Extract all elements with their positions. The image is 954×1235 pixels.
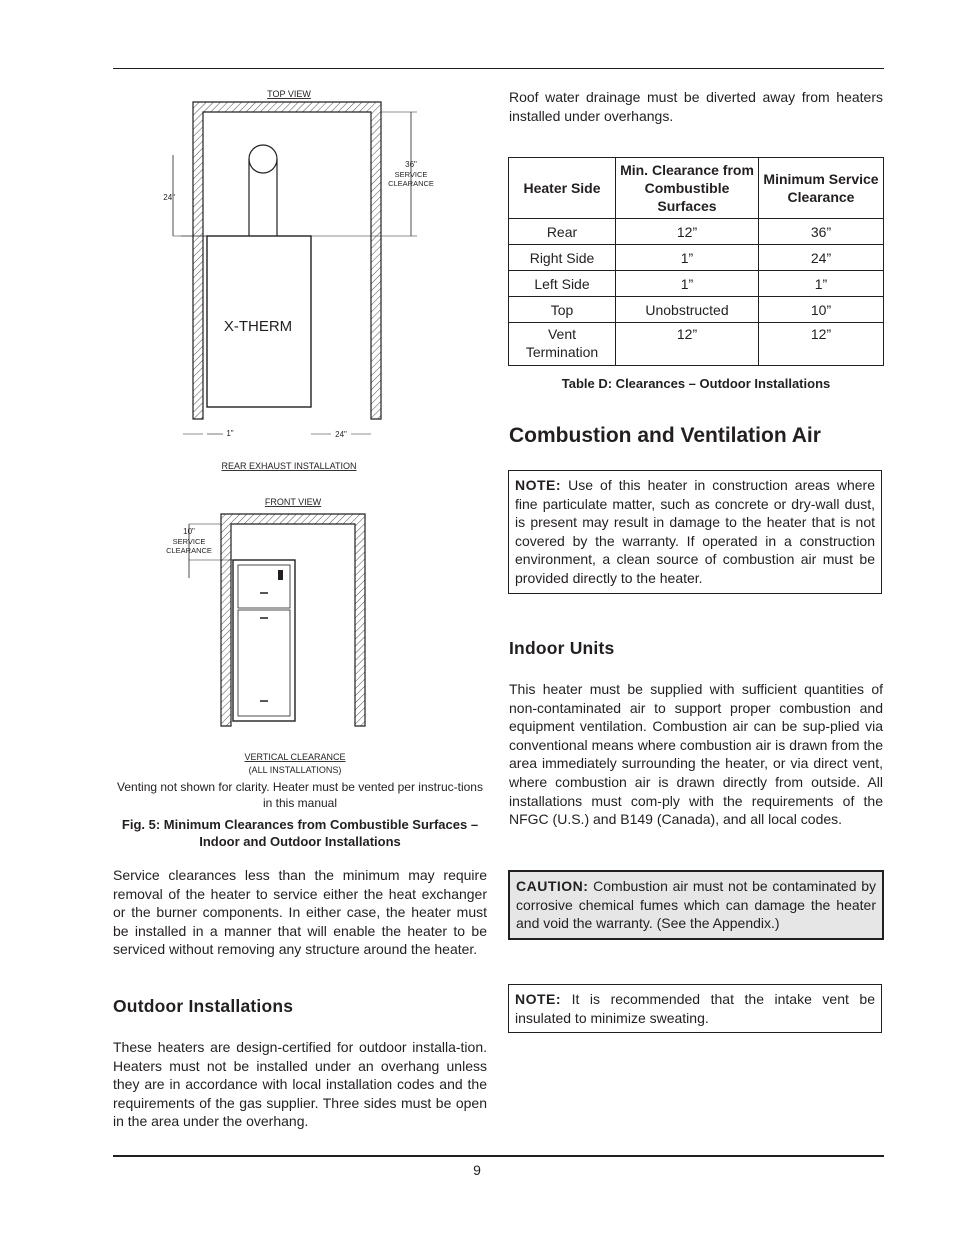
figure-caption: Fig. 5: Minimum Clearances from Combustible Surfaces – Indoor and Outdoor Installations [121, 817, 479, 849]
outdoor-installations-heading: Outdoor Installations [113, 996, 294, 1016]
table-cell: Left Side [509, 271, 616, 297]
indoor-units-heading: Indoor Units [509, 638, 615, 658]
indoor-block [509, 680, 883, 829]
combustion-heading: Combustion and Ventilation Air [509, 424, 821, 447]
note-label: NOTE: [515, 477, 562, 493]
outdoor-paragraph: These heaters are design-certified for outdoor installa-tion. Heaters must not be installed under an overhang unless they are in accordance with local installation codes and the requirements of the gas supplier. Three sides must be open in the area under the overhang. [113, 1039, 487, 1130]
heater-brand: X-THERM [223, 318, 293, 335]
vent-pipe [249, 145, 277, 173]
caution-label: CAUTION: [516, 878, 589, 894]
table-cell: Vent Termination [509, 323, 616, 366]
all-installations-label: (ALL INSTALLATIONS) [248, 765, 342, 775]
table-cell: 12” [616, 219, 759, 245]
construction-note-box [508, 470, 882, 594]
bottom-dim-small: 1" [226, 429, 234, 438]
table-cell: 12” [616, 323, 759, 366]
intake-note-box [508, 984, 882, 1033]
service-clearance-paragraph: Service clearances less than the minimum may require removal of the heater to service either the heat exchanger or the burner components. In either case, the heater must be installed in a manner that will enable the heater to be serviced without removing any structure around the heater. [113, 867, 487, 958]
table-cell: Right Side [509, 245, 616, 271]
table-cell: Top [509, 297, 616, 323]
service-clearance-block [113, 866, 487, 959]
table-header: Heater Side [509, 158, 616, 219]
table-row [509, 297, 884, 323]
note-text: It is recommended that the intake vent be insulated to minimize sweating. [515, 991, 875, 1026]
table-cell: Rear [509, 219, 616, 245]
figure-note: Venting not shown for clarity. Heater must be vented per instruc-tions in this manual [117, 780, 483, 810]
note-label: NOTE: [515, 991, 562, 1007]
table-cell: 1” [616, 245, 759, 271]
caution-text: Combustion air must not be contaminated by corrosive chemical fumes which can damage the heater and void the warranty. (See the Appendix.) [516, 878, 876, 932]
table-row [509, 219, 884, 245]
table-cell: Unobstructed [616, 297, 759, 323]
clearance-diagram [113, 82, 487, 782]
front-service-2: CLEARANCE [166, 546, 212, 555]
front-view-label: FRONT VIEW [264, 497, 322, 507]
note-text: Use of this heater in construction areas where fine particulate matter, such as concrete or dry-wall dust, is present may result in damage to the heater that is not covered by the warranty. If operated in a construction environment, a clean source of combustion air must be provided directly to the heater. [515, 477, 875, 586]
table-row [509, 323, 884, 366]
table-header: Min. Clearance from Combustible Surfaces [616, 158, 759, 219]
bottom-rule [113, 1155, 884, 1157]
front-service-1: SERVICE [172, 537, 206, 546]
bottom-dim-large: 24" [335, 430, 347, 439]
table-row [509, 271, 884, 297]
top-service-1: SERVICE [394, 170, 428, 179]
table-cell: 24” [759, 245, 884, 271]
clearances-table [508, 157, 884, 366]
table-header-row [509, 158, 884, 219]
rear-exhaust-label: REAR EXHAUST INSTALLATION [221, 461, 357, 471]
table-header: Minimum Service Clearance [759, 158, 884, 219]
top-dim-left: 24" [163, 193, 175, 202]
outdoor-block [113, 1038, 487, 1131]
table-cell: 1” [759, 271, 884, 297]
top-view-label: TOP VIEW [267, 89, 311, 99]
front-dim: 10" [183, 527, 195, 536]
table-cell: 12” [759, 323, 884, 366]
top-rule [113, 68, 884, 69]
table-caption: Table D: Clearances – Outdoor Installations [561, 376, 831, 391]
vertical-clearance-label: VERTICAL CLEARANCE [244, 752, 346, 762]
top-service-2: CLEARANCE [388, 179, 434, 188]
top-dim-right: 36" [405, 160, 417, 169]
roof-block [509, 88, 883, 125]
table-cell: 10” [759, 297, 884, 323]
table-cell: 36” [759, 219, 884, 245]
page-number: 9 [473, 1162, 481, 1178]
indoor-paragraph: This heater must be supplied with sufficient quantities of non-contaminated air to support proper combustion and equipment ventilation. Combustion air can be sup-plied via conventional means where combustion air is drawn from the area immediately surrounding the heater, or via direct vent, where combustion air is drawn directly from outside. All installations must com-ply with the requirements of the NFGC (U.S.) and B149 (Canada), and all local codes. [509, 681, 883, 828]
table-cell: 1” [616, 271, 759, 297]
roof-drainage-paragraph: Roof water drainage must be diverted away from heaters installed under overhangs. [509, 89, 883, 124]
caution-box [508, 870, 884, 940]
table-row [509, 245, 884, 271]
